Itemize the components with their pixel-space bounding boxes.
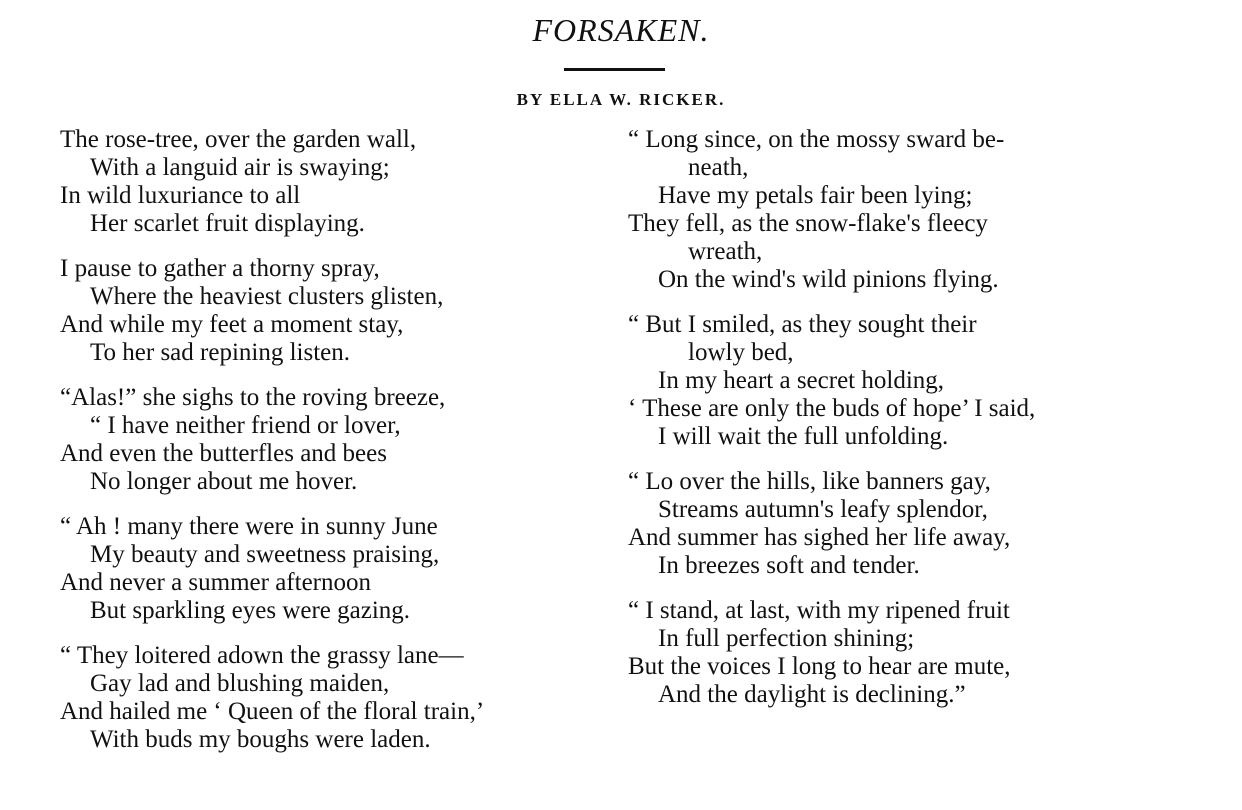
- poem-line: To her sad repining listen.: [90, 339, 350, 366]
- poem-line: “ I stand, at last, with my ripened fruit: [628, 597, 1010, 624]
- right-column: [628, 126, 1168, 726]
- poem-line: neath,: [688, 154, 749, 181]
- poem-line: I pause to gather a thorny spray,: [60, 255, 380, 282]
- poem-title: FORSAKEN.: [532, 12, 710, 48]
- poem-line: In my heart a secret holding,: [658, 367, 945, 394]
- poem-line: “ I have neither friend or lover,: [90, 412, 401, 439]
- poem-line: And even the butterfles and bees: [60, 440, 387, 467]
- poem-line: Her scarlet fruit displaying.: [90, 210, 365, 237]
- poem-line: “ Long since, on the mossy sward be-: [628, 126, 1005, 153]
- poem-line: And while my feet a moment stay,: [60, 311, 404, 338]
- poem-line: In wild luxuriance to all: [60, 182, 301, 209]
- poem-line: And hailed me ‘ Queen of the floral train,’: [60, 698, 485, 725]
- author-byline: BY ELLA W. RICKER.: [516, 90, 726, 109]
- poem-line: lowly bed,: [688, 339, 794, 366]
- poem-line: My beauty and sweetness praising,: [90, 541, 440, 568]
- stanza: [628, 311, 1168, 451]
- stanza: [628, 126, 1168, 294]
- poem-line: They fell, as the snow-flake's fleecy: [628, 210, 988, 237]
- poem-line: I will wait the full unfolding.: [658, 423, 949, 450]
- poem-line: No longer about me hover.: [90, 468, 358, 495]
- poem-line: And summer has sighed her life away,: [628, 524, 1011, 551]
- poem-line: And the daylight is declining.”: [658, 681, 966, 708]
- poem-line: “ They loitered adown the grassy lane—: [60, 642, 464, 669]
- poem-line: The rose-tree, over the garden wall,: [60, 126, 417, 153]
- poem-line: Where the heaviest clusters glisten,: [90, 283, 444, 310]
- poem-line: In full perfection shining;: [658, 625, 915, 652]
- stanza: [60, 255, 610, 367]
- stanza: [60, 384, 610, 496]
- poem-line: Gay lad and blushing maiden,: [90, 670, 390, 697]
- poem-line: But sparkling eyes were gazing.: [90, 597, 411, 624]
- poem-line: With a languid air is swaying;: [90, 154, 390, 181]
- poem-line: “ Lo over the hills, like banners gay,: [628, 468, 991, 495]
- title-rule: [564, 68, 665, 71]
- poem-line: Have my petals fair been lying;: [658, 182, 973, 209]
- stanza: [60, 126, 610, 238]
- poem-line: Streams autumn's leafy splendor,: [658, 496, 988, 523]
- stanza: [60, 642, 610, 754]
- poem-line: “ But I smiled, as they sought their: [628, 311, 977, 338]
- poem-line: “Alas!” she sighs to the roving breeze,: [60, 384, 446, 411]
- poem-line: ‘ These are only the buds of hope’ I said,: [628, 395, 1036, 422]
- stanza: [628, 468, 1168, 580]
- poem-line: But the voices I long to hear are mute,: [628, 653, 1011, 680]
- stanza: [628, 597, 1168, 709]
- poem-line: And never a summer afternoon: [60, 569, 371, 596]
- poem-line: “ Ah ! many there were in sunny June: [60, 513, 438, 540]
- poem-line: On the wind's wild pinions flying.: [658, 266, 999, 293]
- left-column: [60, 126, 610, 771]
- stanza: [60, 513, 610, 625]
- poem-line: In breezes soft and tender.: [658, 552, 920, 579]
- poem-line: wreath,: [688, 238, 763, 265]
- poem-line: With buds my boughs were laden.: [90, 726, 431, 753]
